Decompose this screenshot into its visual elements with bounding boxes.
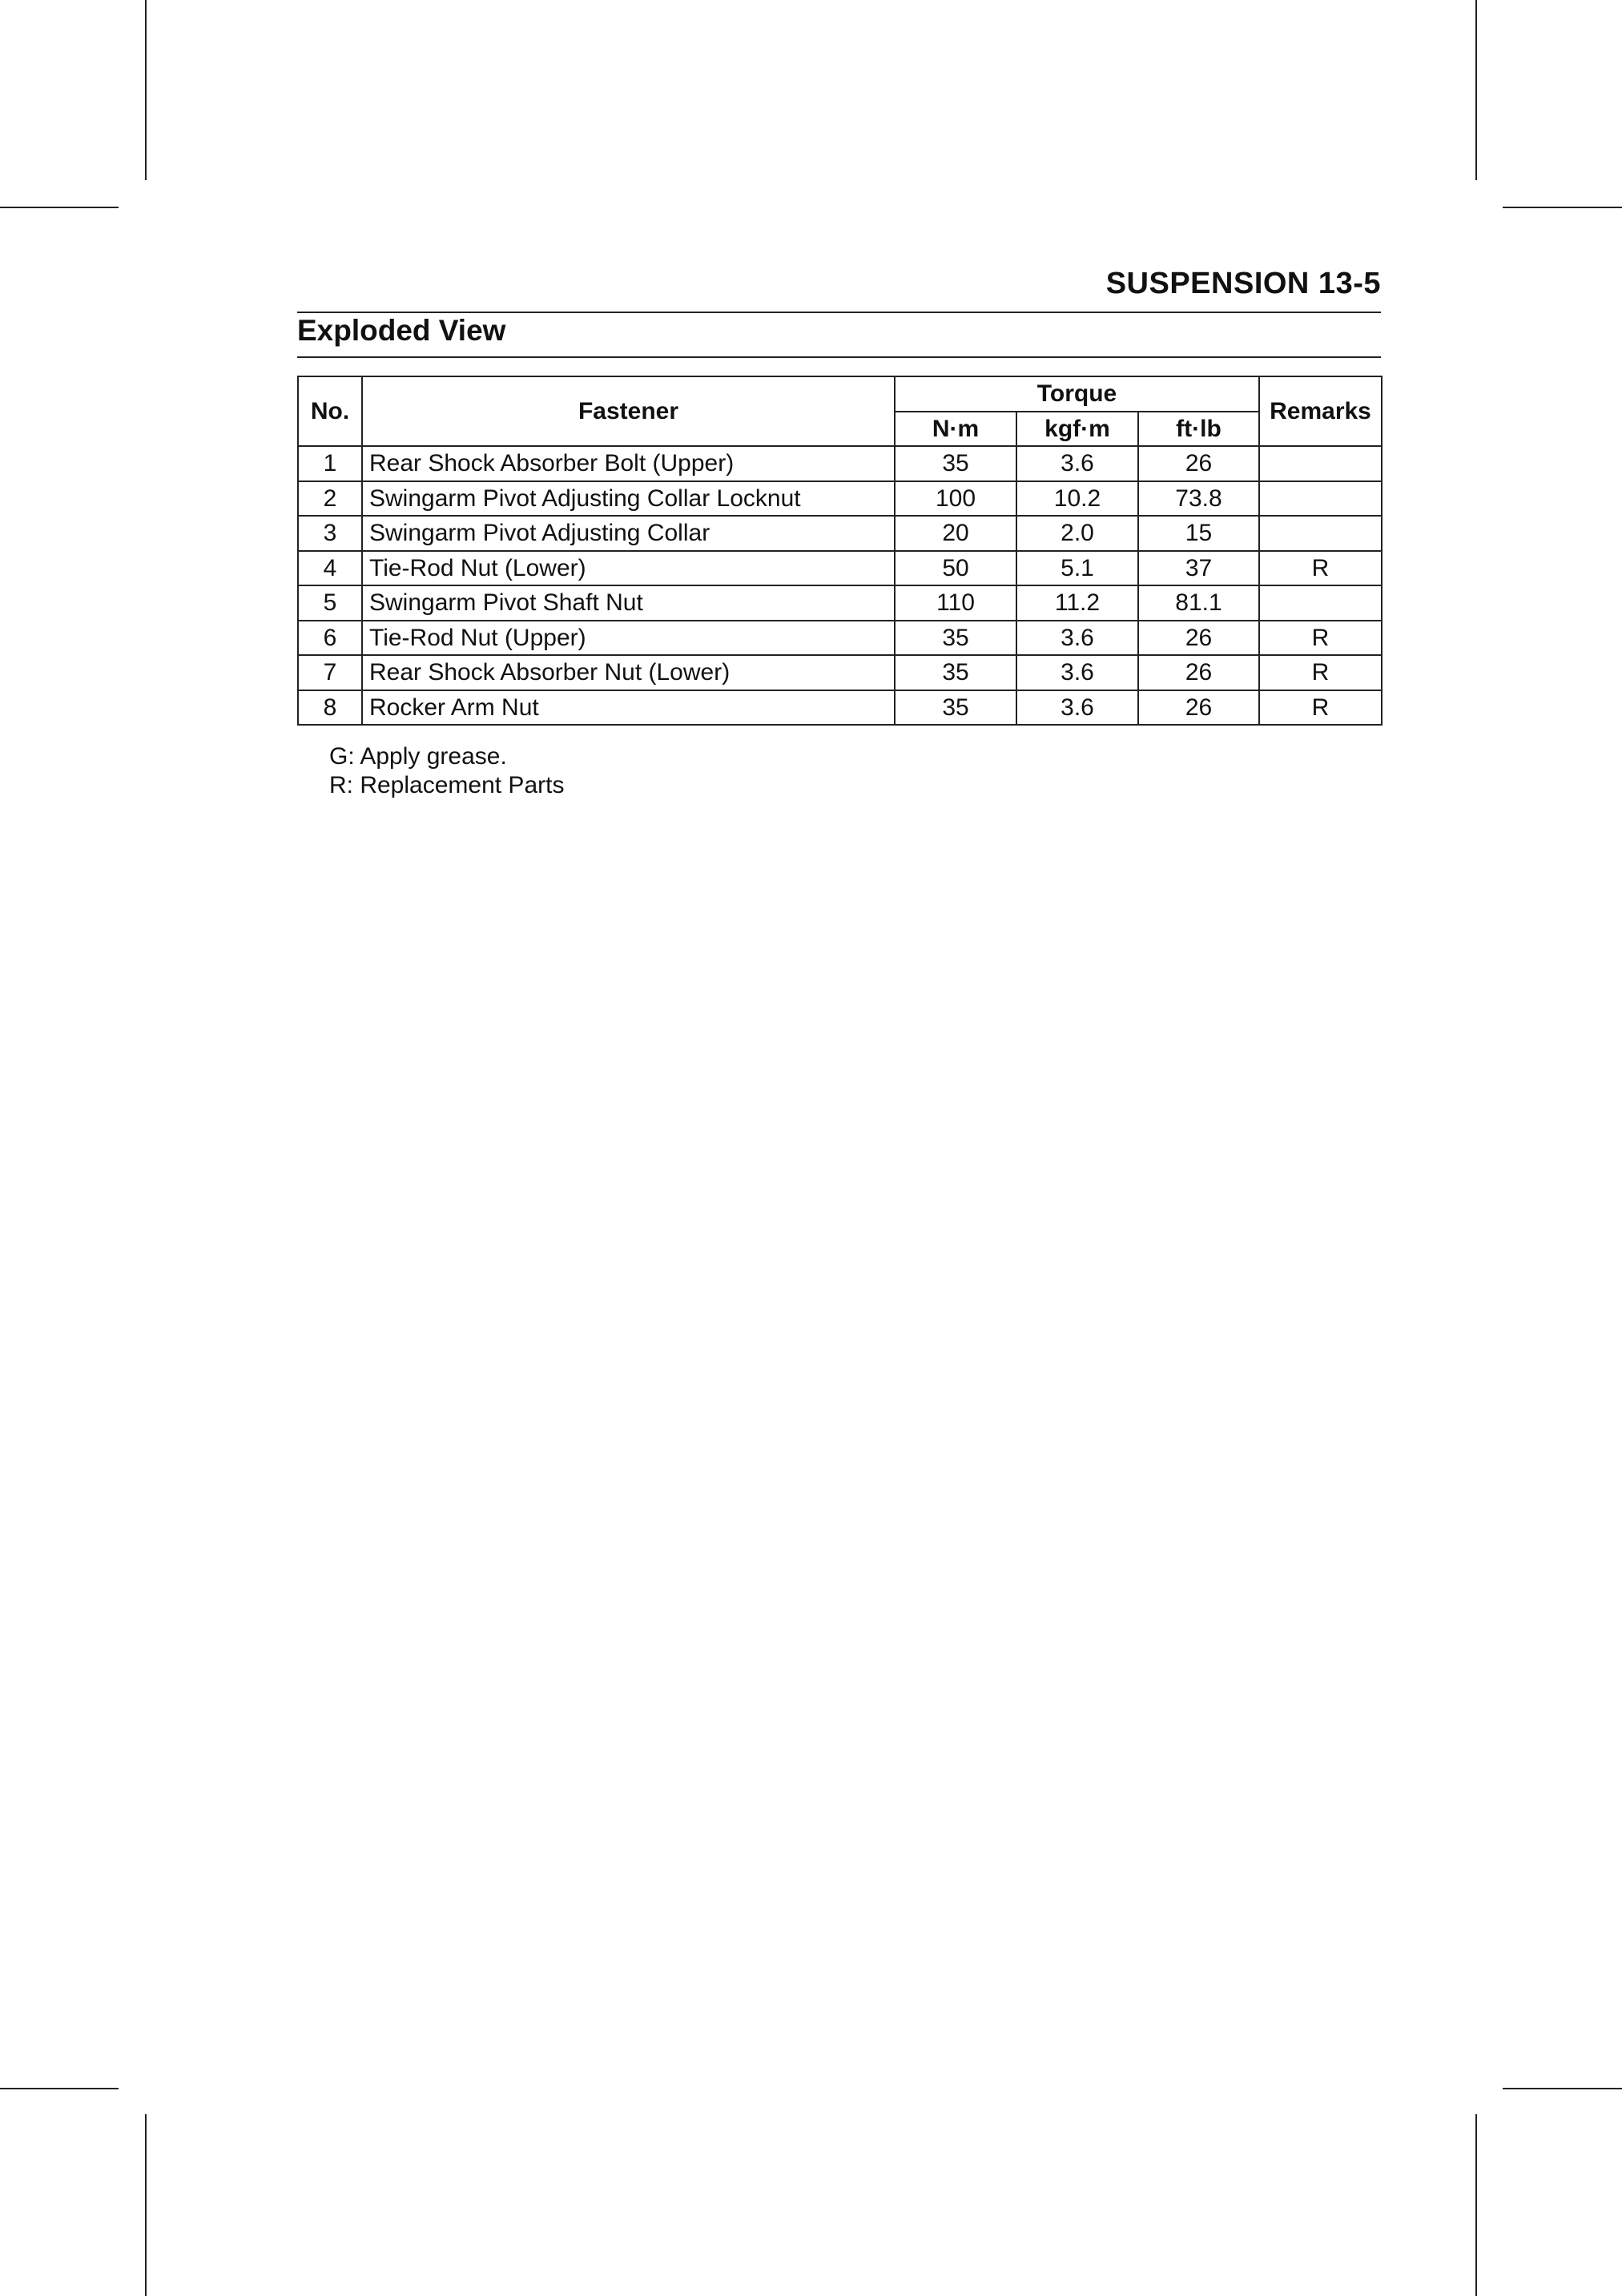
cell-kgfm: 3.6 (1016, 621, 1138, 656)
table-row (298, 481, 1382, 517)
crop-mark-bottom-right-vertical (1475, 2114, 1477, 2296)
col-header-kgfm: kgf·m (1016, 412, 1138, 447)
cell-fastener: Rocker Arm Nut (362, 690, 895, 726)
cell-ftlb: 81.1 (1138, 585, 1259, 621)
cell-nm: 35 (895, 655, 1016, 690)
table-notes (329, 742, 564, 800)
cell-kgfm: 3.6 (1016, 690, 1138, 726)
crop-mark-bottom-left-vertical (145, 2114, 147, 2296)
cell-kgfm: 2.0 (1016, 516, 1138, 551)
cell-ftlb: 15 (1138, 516, 1259, 551)
section-rule (297, 356, 1381, 358)
cell-nm: 35 (895, 621, 1016, 656)
cell-fastener: Swingarm Pivot Shaft Nut (362, 585, 895, 621)
cell-ftlb: 26 (1138, 655, 1259, 690)
cell-fastener: Rear Shock Absorber Bolt (Upper) (362, 446, 895, 481)
cell-ftlb: 73.8 (1138, 481, 1259, 517)
crop-mark-top-left-vertical (145, 0, 147, 180)
note-grease: G: Apply grease. (329, 743, 507, 770)
col-header-remarks: Remarks (1259, 376, 1382, 446)
torque-table (297, 376, 1383, 726)
table-row (298, 655, 1382, 690)
cell-remarks (1259, 481, 1382, 517)
cell-remarks: R (1259, 690, 1382, 726)
cell-ftlb: 26 (1138, 621, 1259, 656)
col-header-fastener: Fastener (362, 376, 895, 446)
cell-remarks (1259, 446, 1382, 481)
cell-nm: 110 (895, 585, 1016, 621)
cell-no: 2 (298, 481, 362, 517)
crop-mark-bottom-left-horizontal (0, 2088, 119, 2089)
cell-no: 4 (298, 551, 362, 586)
cell-remarks: R (1259, 655, 1382, 690)
cell-fastener: Rear Shock Absorber Nut (Lower) (362, 655, 895, 690)
table-row (298, 585, 1382, 621)
cell-ftlb: 26 (1138, 446, 1259, 481)
table-row (298, 446, 1382, 481)
crop-mark-top-right-vertical (1475, 0, 1477, 180)
cell-no: 7 (298, 655, 362, 690)
col-header-ftlb: ft·lb (1138, 412, 1259, 447)
page-header (297, 264, 1381, 312)
cell-no: 6 (298, 621, 362, 656)
cell-kgfm: 5.1 (1016, 551, 1138, 586)
cell-no: 5 (298, 585, 362, 621)
table-row (298, 551, 1382, 586)
table-row (298, 516, 1382, 551)
col-header-nm: N·m (895, 412, 1016, 447)
cell-no: 8 (298, 690, 362, 726)
cell-no: 3 (298, 516, 362, 551)
cell-fastener: Swingarm Pivot Adjusting Collar Locknut (362, 481, 895, 517)
section-title: Exploded View (297, 314, 506, 347)
cell-nm: 50 (895, 551, 1016, 586)
cell-fastener: Tie-Rod Nut (Lower) (362, 551, 895, 586)
header-rule (297, 312, 1381, 313)
note-replacement-parts: R: Replacement Parts (329, 772, 565, 798)
cell-kgfm: 3.6 (1016, 655, 1138, 690)
cell-remarks: R (1259, 551, 1382, 586)
cell-ftlb: 37 (1138, 551, 1259, 586)
table-header-row (298, 376, 1382, 412)
crop-mark-top-left-horizontal (0, 207, 119, 208)
cell-kgfm: 11.2 (1016, 585, 1138, 621)
col-header-torque: Torque (895, 376, 1259, 412)
cell-kgfm: 3.6 (1016, 446, 1138, 481)
cell-no: 1 (298, 446, 362, 481)
cell-ftlb: 26 (1138, 690, 1259, 726)
col-header-no: No. (298, 376, 362, 446)
cell-nm: 20 (895, 516, 1016, 551)
cell-nm: 100 (895, 481, 1016, 517)
cell-nm: 35 (895, 690, 1016, 726)
cell-nm: 35 (895, 446, 1016, 481)
cell-remarks: R (1259, 621, 1382, 656)
cell-remarks (1259, 585, 1382, 621)
table-row (298, 690, 1382, 726)
cell-fastener: Tie-Rod Nut (Upper) (362, 621, 895, 656)
table-row (298, 621, 1382, 656)
cell-remarks (1259, 516, 1382, 551)
cell-kgfm: 10.2 (1016, 481, 1138, 517)
chapter-page-number: SUSPENSION 13-5 (1105, 267, 1381, 300)
crop-mark-top-right-horizontal (1503, 207, 1622, 208)
cell-fastener: Swingarm Pivot Adjusting Collar (362, 516, 895, 551)
crop-mark-bottom-right-horizontal (1503, 2088, 1622, 2089)
